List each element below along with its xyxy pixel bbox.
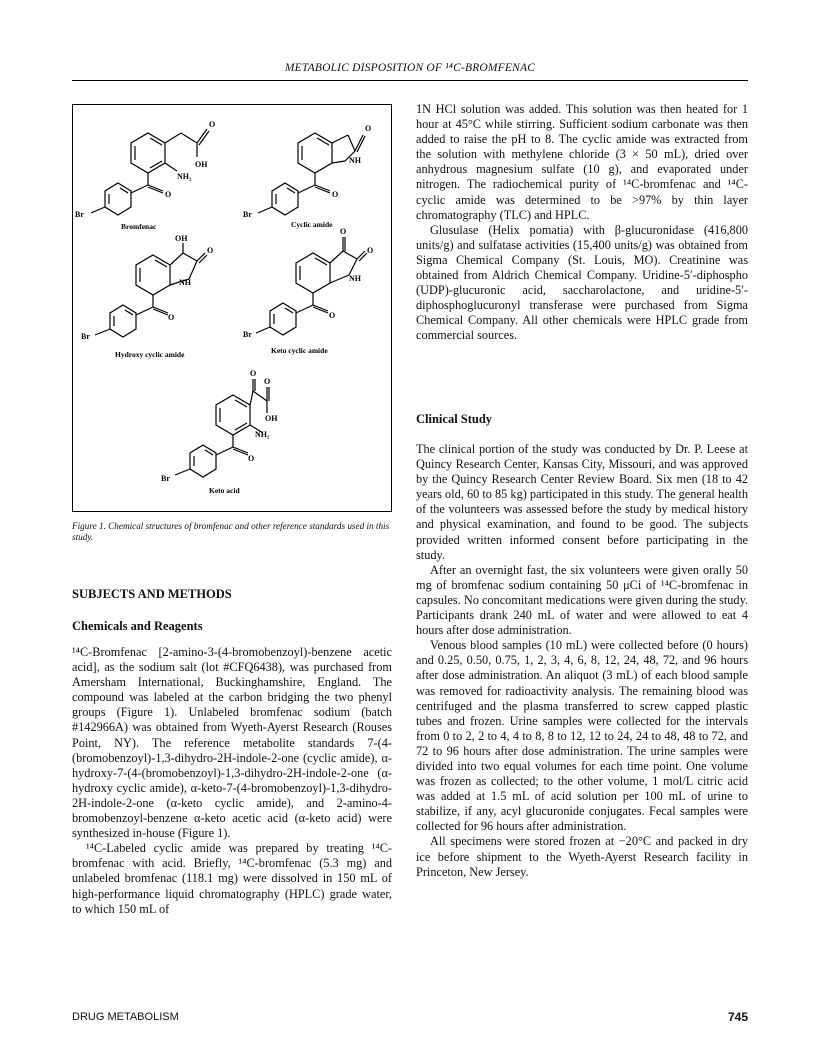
atom-nh: NH [179,278,191,287]
atom-nh: NH [349,274,361,283]
header-rule [72,80,748,81]
right-column-text-2 [416,442,748,880]
label-keto-cyclic-amide: Keto cyclic amide [271,346,328,355]
subsection-heading: Clinical Study [416,412,493,426]
section-heading: SUBJECTS AND METHODS [72,587,232,601]
structure-cyclic-amide [258,133,365,215]
atom-o: O [248,454,255,463]
atom-nh: NH [349,156,361,165]
atom-o: O [207,246,214,255]
paragraph: All specimens were stored frozen at −20°C and packed in dry ice before shipment to the Wyeth-Ayerst Research facility in Princeton, New Jersey. [416,834,748,879]
running-head: METABOLIC DISPOSITION OF ¹⁴C-BROMFENAC [284,62,536,74]
atom-br: Br [75,210,84,219]
structure-keto-acid [175,379,269,477]
page-number: 745 [727,1010,748,1024]
paragraph: ¹⁴C-Bromfenac [2-amino-3-(4-bromobenzoyl)-benzene acetic acid], as the sodium salt (lot #CFQ6438), was purchased from Amersham International, Buckinghamshire, England. The compound was labeled at the carbon bridging the two phenyl groups (Figure 1). Unlabeled bromfenac sodium (batch #142966A) was obtained from Wyeth-Ayerst Research (Rouses Point, NY). The reference metabolite standards 7-(4-(bromobenzoyl)-1,3-dihydro-2H-indole-2-one (cyclic amide), α-hydroxy-7-(4-(bromobenzoyl)-1,3-dihydro-2H-indole-2-one (α-hydroxy cyclic amide), α-keto-7-(4-bromobenzoyl)-1,3-dihydro-2H-indole-2-one (α-keto cyclic amide), and 2-amino-4-bromobenzoyl-benzene α-keto acetic acid (α-keto acid) were synthesized in-house (Figure 1). [72,645,392,841]
atom-o: O [329,311,336,320]
atom-oh: OH [265,414,278,423]
atom-o: O [165,190,172,199]
atom-o: O [340,227,347,236]
atom-o: O [367,246,374,255]
atom-o: O [250,369,257,378]
atom-nh2: NH₂ [177,172,192,181]
atom-nh2: NH₂ [255,430,270,439]
atom-o: O [168,313,175,322]
paragraph: Glusulase (Helix pomatia) with β-glucuronidase (416,800 units/g) and sulfatase activities (15,400 units/g) was obtained from Sigma Chemical Company (St. Louis, MO). Creatinine was obtained from Aldrich Chemical Company. Uridine-5′-diphospho (UDP)-glucuronic acid, saccharolactone, and uridine-5′-diphosphoglucuronyl transferase were purchased from Sigma Chemical Company. All other chemicals were HPLC grade from commercial sources. [416,222,748,343]
figure-caption: Figure 1. Chemical structures of bromfenac and other reference standards used in this study. [72,521,390,542]
atom-br: Br [243,330,252,339]
paragraph: Venous blood samples (10 mL) were collected before (0 hours) and 0.25, 0.50, 0.75, 1, 2, 3, 4, 6, 8, 12, 24, 48, 72, and 96 hours after dose administration. An aliquot (3 mL) of each blood sample was removed for radioactivity analysis. The remaining blood was centrifuged and the plasma transferred to screw capped plastic tubes and frozen. Urine samples were collected for the intervals from 0 to 2, 2 to 4, 4 to 8, 8 to 12, 12 to 24, 24 to 48, 48 to 72, and 72 to 96 hours after dose administration. The urine samples were divided into two equal volumes for each time point. One volume was frozen as collected; to the other volume, 1 mol/L citric acid was added at 1.5 mL of acid solution per 100 mL of urine to stabilize, if any, acyl glucuronide conjugates. Fecal samples were collected for 96 hours after administration. [416,638,748,834]
structure-keto-cyclic-amide [256,237,367,335]
paragraph: 1N HCl solution was added. This solution was then heated for 1 hour at 45°C while stirring. Sufficient sodium carbonate was then added to raise the pH to 8. The cyclic amide was extracted from the solution with methylene chloride (3 × 50 mL), dried over anhydrous magnesium sulfate (10 g), and evaporated under nitrogen. The radiochemical purity of ¹⁴C-bromfenac and ¹⁴C-cyclic amide was determined to be >97% by thin layer chromatography (TLC) and HPLC. [416,102,748,222]
atom-o: O [264,377,271,386]
label-hydroxy-cyclic-amide: Hydroxy cyclic amide [115,350,185,359]
label-bromfenac: Bromfenac [121,222,157,231]
paragraph: ¹⁴C-Labeled cyclic amide was prepared by treating ¹⁴C-bromfenac with acid. Briefly, ¹⁴C-bromfenac (5.3 mg) and unlabeled bromfenac (118.1 mg) were dissolved in 150 mL of high-performance liquid chromatography (HPLC) grade water, to which 150 mL of [72,841,392,916]
left-column-text [72,645,392,917]
atom-br: Br [161,474,170,483]
atom-o: O [332,190,339,199]
atom-o: O [209,120,216,129]
chemical-structures-diagram [73,105,393,513]
figure-1 [72,104,392,512]
atom-o: O [365,124,372,133]
atom-oh: OH [195,160,208,169]
subsection-heading: Chemicals and Reagents [72,619,203,633]
paragraph: The clinical portion of the study was conducted by Dr. P. Leese at Quincy Research Center, Kansas City, Missouri, and was approved by the Quincy Research Center Review Board. Six men (18 to 42 years old, 60 to 85 kg) participated in this study. The general health of the volunteers was assessed before the study by medical history and physical examination, and found to be good. The subjects provided written informed consent before participating in the study. [416,442,748,562]
atom-br: Br [243,210,252,219]
structure-hydroxy-cyclic-amide [95,243,207,337]
right-column-text [416,102,748,344]
atom-br: Br [81,332,90,341]
label-keto-acid: Keto acid [209,486,240,495]
atom-oh: OH [175,234,188,243]
journal-name: DRUG METABOLISM [72,1011,179,1023]
paragraph: After an overnight fast, the six volunteers were given orally 50 mg of bromfenac sodium containing 50 μCi of ¹⁴C-bromfenac in capsules. No concomitant medications were given during the study. Participants drank 240 mL of water and were allowed to eat 4 hours after dose administration. [416,562,748,638]
label-cyclic-amide: Cyclic amide [291,220,333,229]
